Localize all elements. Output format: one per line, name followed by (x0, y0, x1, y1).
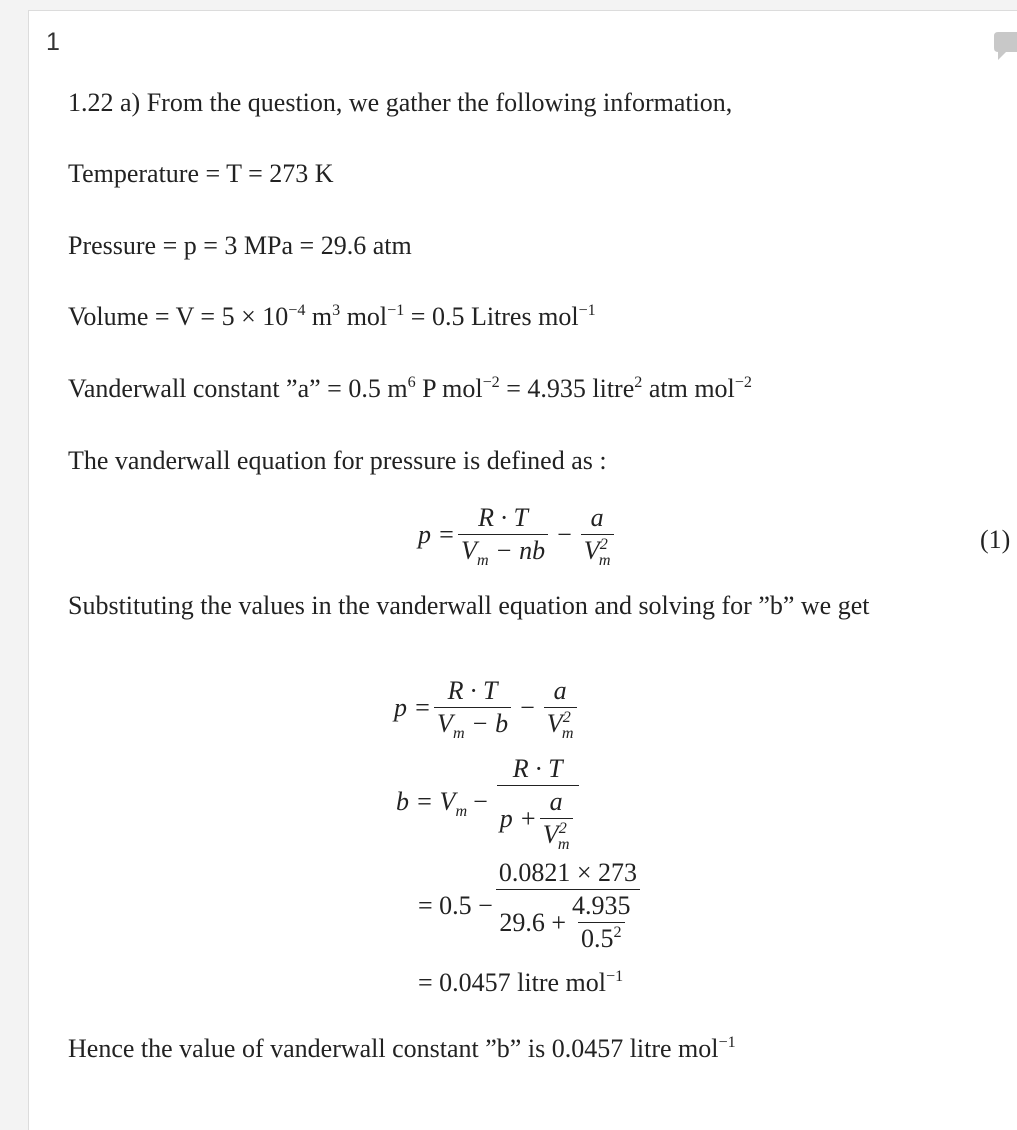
conclusion-text: Hence the value of vanderwall constant ”b” is 0.0457 litre mol$^{-1}$ (68, 1034, 736, 1063)
equation-step-3: = 0.5 − 0.0821 × 273 29.6 + $\frac{4.935}{0.5^2}$ (418, 860, 643, 952)
comment-icon[interactable] (992, 28, 1017, 64)
equation-step-1: p = $\frac{R \cdot T}{V_m - b}$ − $\frac{a}{V^2_m}$ (394, 678, 580, 737)
volume-line: Volume = $V = 5 \times 10^{-4}$ $m^3$ mol$^{-1}$ = 0.5 Litres mol$^{-1}$ (68, 302, 596, 331)
left-rail (0, 0, 28, 1129)
definition-text: The vanderwall equation for pressure is defined as : (68, 446, 607, 475)
intro-text: 1.22 a) From the question, we gather the following information, (68, 88, 733, 117)
equation-step-2: $b = V_m$ − R · T p + $\frac{a}{V^2_m}$ (396, 756, 582, 848)
equation-number: (1) (980, 525, 1011, 554)
substituting-text: Substituting the values in the vanderwall equation and solving for ”b” we get (68, 591, 870, 620)
temperature-line: Temperature = T = 273 K (68, 159, 334, 188)
equation-step-4: = 0.0457 litre mol$^{-1}$ (418, 968, 624, 997)
vanderwall-equation: p = $\frac{R \cdot T}{V_m - nb}$ − $\frac{a}{V^2_m}$ (418, 505, 617, 564)
pressure-line: Pressure = p = 3 MPa = 29.6 atm (68, 231, 412, 260)
vanderwall-a-line: Vanderwall constant ”a” = 0.5 $m^6$ P mol$^{-2}$ = 4.935 litre$^2$ atm mol$^{-2}$ (68, 374, 752, 403)
top-rail (0, 0, 1017, 10)
step-number: 1 (46, 28, 60, 56)
